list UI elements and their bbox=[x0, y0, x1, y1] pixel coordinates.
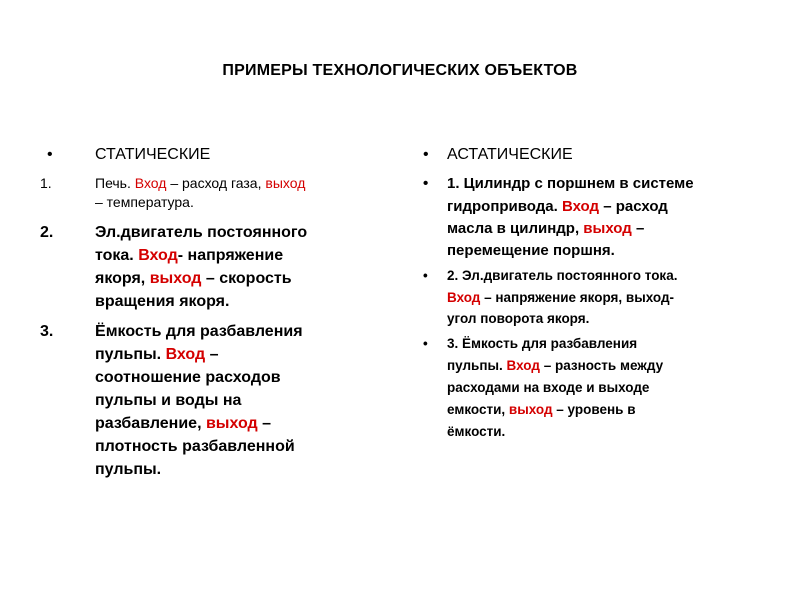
bullet-marker: • bbox=[423, 175, 429, 192]
list-number: 2. bbox=[40, 224, 54, 241]
list-item-line: – температура. bbox=[95, 194, 194, 210]
list-item-line: расходами на входе и выходе bbox=[447, 380, 650, 395]
list-item-line: вращения якоря. bbox=[95, 293, 230, 310]
bullet-marker: • bbox=[423, 336, 428, 351]
astatic-heading: АСТАТИЧЕСКИЕ bbox=[447, 146, 573, 163]
list-item-line: масла в цилиндр, выход – bbox=[447, 220, 645, 237]
list-item-line: угол поворота якоря. bbox=[447, 311, 590, 326]
list-item-line: Ёмкость для разбавления bbox=[95, 323, 303, 340]
slide-title: ПРИМЕРЫ ТЕХНОЛОГИЧЕСКИХ ОБЪЕКТОВ bbox=[222, 62, 578, 79]
list-item-line: тока. Вход- напряжение bbox=[95, 247, 284, 264]
list-item-line: Печь. Вход – расход газа, выход bbox=[95, 175, 306, 191]
list-number: 1. bbox=[40, 175, 52, 191]
list-item-line: 3. Ёмкость для разбавления bbox=[447, 336, 638, 351]
list-item-line: пульпы. Вход – bbox=[95, 346, 219, 363]
list-item-line: плотность разбавленной bbox=[95, 438, 295, 455]
list-item-line: пульпы. Вход – разность между bbox=[447, 358, 664, 373]
list-item-line: гидропривода. Вход – расход bbox=[447, 198, 668, 215]
list-item-line: перемещение поршня. bbox=[447, 242, 615, 259]
list-item-line: 1. Цилиндр с поршнем в системе bbox=[447, 175, 694, 192]
list-item-line: разбавление, выход – bbox=[95, 415, 272, 432]
list-item-line: якоря, выход – скорость bbox=[95, 270, 292, 287]
list-item-line: ёмкости. bbox=[447, 424, 506, 439]
list-number: 3. bbox=[40, 323, 54, 340]
list-item-line: пульпы и воды на bbox=[95, 392, 242, 409]
bullet-marker: • bbox=[423, 268, 428, 283]
list-item-line: Эл.двигатель постоянного bbox=[95, 224, 308, 241]
list-item-line: 2. Эл.двигатель постоянного тока. bbox=[447, 268, 678, 283]
static-heading: СТАТИЧЕСКИЕ bbox=[95, 146, 211, 163]
bullet-marker: • bbox=[423, 146, 429, 163]
list-item-line: соотношение расходов bbox=[95, 369, 281, 386]
list-item-line: емкости, выход – уровень в bbox=[447, 402, 636, 417]
bullet-marker: • bbox=[47, 146, 53, 163]
list-item-line: Вход – напряжение якоря, выход- bbox=[447, 290, 675, 305]
list-item-line: пульпы. bbox=[95, 461, 162, 478]
